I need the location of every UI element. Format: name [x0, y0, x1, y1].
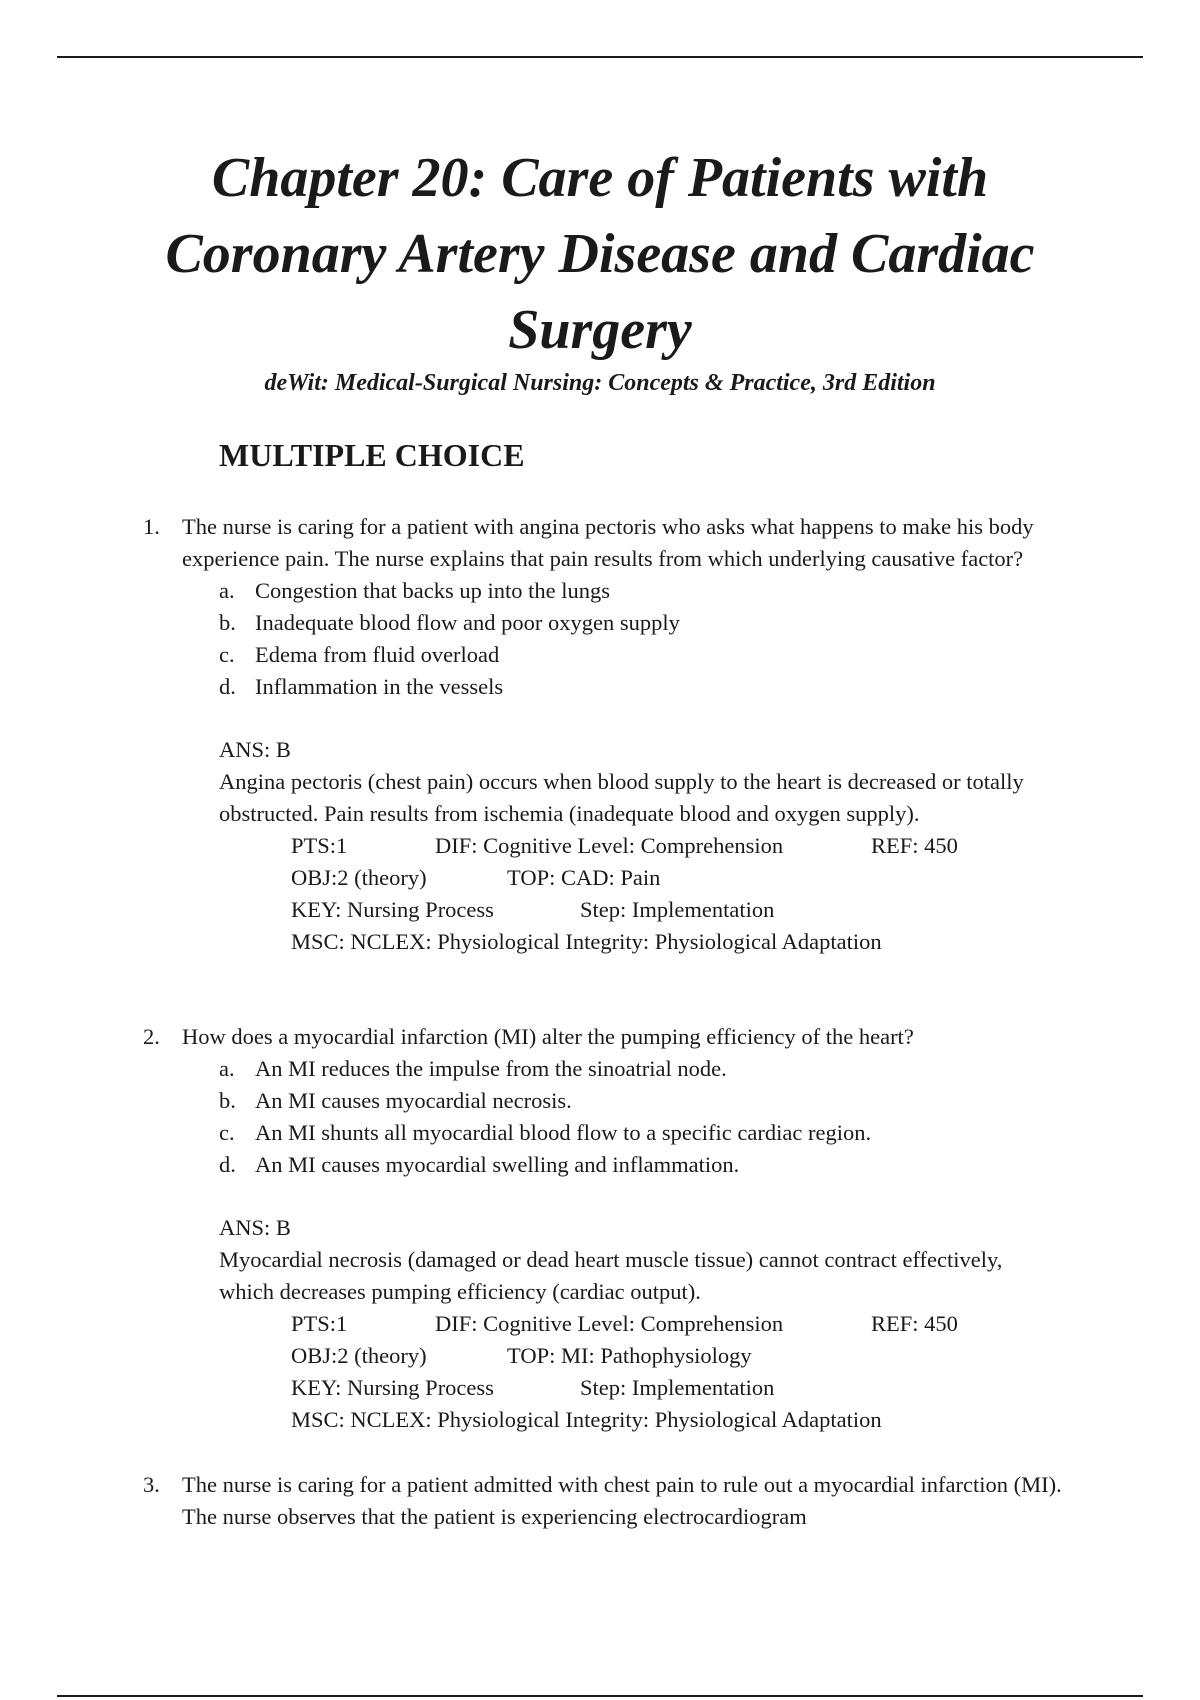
bottom-rule [57, 1695, 1143, 1697]
top-rule [57, 56, 1143, 58]
option-b [143, 607, 1063, 639]
topic: TOP: CAD: Pain [507, 865, 661, 890]
nursing-step: Step: Implementation [580, 897, 775, 922]
difficulty: DIF: Cognitive Level: Comprehension [435, 1311, 784, 1336]
question-metadata [291, 830, 1063, 958]
question-2 [143, 1021, 1063, 1436]
question-number: 3. [143, 1472, 160, 1497]
answer-options [143, 1053, 1063, 1181]
difficulty: DIF: Cognitive Level: Comprehension [435, 833, 784, 858]
option-c [143, 1117, 1063, 1149]
option-a [143, 575, 1063, 607]
title-line-3: Surgery [508, 299, 692, 361]
option-letter: b. [219, 1088, 236, 1113]
option-letter: c. [219, 642, 235, 667]
reference: REF: 450 [871, 833, 958, 858]
option-letter: d. [219, 1152, 236, 1177]
rationale: Angina pectoris (chest pain) occurs when blood supply to the heart is decreased or totally obstructed. Pain results from ischemia (inadequate blood and oxygen supply). [219, 769, 1024, 826]
question-number: 2. [143, 1024, 160, 1049]
question-3 [143, 1469, 1063, 1533]
option-letter: b. [219, 610, 236, 635]
option-c [143, 639, 1063, 671]
msc-category: MSC: NCLEX: Physiological Integrity: Physiological Adaptation [291, 929, 882, 954]
option-letter: c. [219, 1120, 235, 1145]
points: PTS:1 [291, 1311, 348, 1336]
section-heading: MULTIPLE CHOICE [219, 437, 525, 473]
question-stem: How does a myocardial infarction (MI) alter the pumping efficiency of the heart? [182, 1024, 914, 1049]
objective: OBJ:2 (theory) [291, 865, 427, 890]
reference: REF: 450 [871, 1311, 958, 1336]
option-d [143, 1149, 1063, 1181]
rationale: Myocardial necrosis (damaged or dead heart muscle tissue) cannot contract effectively, which decreases pumping efficiency (cardiac output). [219, 1247, 1003, 1304]
question-metadata [291, 1308, 1063, 1436]
option-text: Inflammation in the vessels [255, 674, 504, 699]
option-b [143, 1085, 1063, 1117]
question-stem: The nurse is caring for a patient with angina pectoris who asks what happens to make his body experience pain. The nurse explains that pain results from which underlying causative factor? [182, 514, 1034, 571]
option-text: Edema from fluid overload [255, 642, 500, 667]
msc-category: MSC: NCLEX: Physiological Integrity: Physiological Adaptation [291, 1407, 882, 1432]
option-text: An MI reduces the impulse from the sinoatrial node. [255, 1056, 727, 1081]
title-line-1: Chapter 20: Care of Patients with [211, 147, 989, 209]
option-a [143, 1053, 1063, 1085]
question-stem: The nurse is caring for a patient admitted with chest pain to rule out a myocardial infarction (MI). The nurse observes that the patient is experiencing electrocardiogram [182, 1472, 1062, 1529]
answer-options [143, 575, 1063, 703]
option-letter: a. [219, 1056, 235, 1081]
keyword: KEY: Nursing Process [291, 897, 494, 922]
option-text: Congestion that backs up into the lungs [255, 578, 610, 603]
option-letter: a. [219, 578, 235, 603]
option-text: An MI causes myocardial swelling and inflammation. [255, 1152, 740, 1177]
keyword: KEY: Nursing Process [291, 1375, 494, 1400]
option-letter: d. [219, 674, 236, 699]
option-d [143, 671, 1063, 703]
title-line-2: Coronary Artery Disease and Cardiac [165, 223, 1035, 285]
nursing-step: Step: Implementation [580, 1375, 775, 1400]
question-1 [143, 511, 1063, 958]
book-subtitle: deWit: Medical-Surgical Nursing: Concepts & Practice, 3rd Edition [264, 370, 936, 396]
option-text: An MI causes myocardial necrosis. [255, 1088, 572, 1113]
points: PTS:1 [291, 833, 348, 858]
answer-key: ANS: B [219, 737, 291, 762]
question-number: 1. [143, 514, 160, 539]
option-text: Inadequate blood flow and poor oxygen supply [255, 610, 680, 635]
chapter-title [0, 140, 1200, 368]
topic: TOP: MI: Pathophysiology [507, 1343, 752, 1368]
answer-key: ANS: B [219, 1215, 291, 1240]
option-text: An MI shunts all myocardial blood flow to a specific cardiac region. [255, 1120, 872, 1145]
objective: OBJ:2 (theory) [291, 1343, 427, 1368]
